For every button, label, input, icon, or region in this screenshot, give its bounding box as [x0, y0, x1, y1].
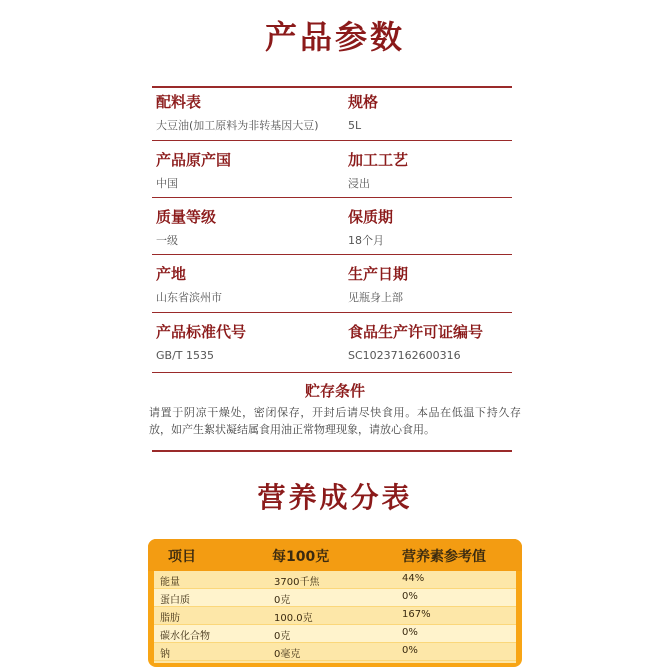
cell-per100g: 0克 — [274, 595, 291, 606]
param-label: 产地 — [156, 265, 187, 283]
param-value: GB/T 1535 — [156, 349, 214, 362]
param-grade — [156, 207, 216, 249]
cell-nrv: 0% — [402, 591, 418, 602]
param-value: 5L — [348, 119, 362, 132]
param-label: 加工工艺 — [348, 151, 409, 169]
divider — [152, 450, 512, 452]
cell-per100g: 0毫克 — [274, 649, 301, 660]
param-process — [348, 150, 408, 192]
cell-per100g: 0克 — [274, 631, 291, 642]
cell-nrv: 167% — [402, 609, 431, 620]
storage-title: 贮存条件 — [304, 382, 365, 400]
param-value: 见瓶身上部 — [348, 291, 403, 304]
cell-per100g: 3700千焦 — [274, 577, 320, 588]
page-title: 产品参数 — [264, 18, 405, 56]
nutrition-table — [148, 539, 522, 667]
param-origin-country — [156, 150, 231, 192]
param-label: 产品标准代号 — [156, 323, 247, 341]
divider — [152, 140, 512, 141]
param-ingredients — [156, 92, 319, 134]
param-label: 生产日期 — [348, 265, 409, 283]
nutrition-title: 营养成分表 — [257, 481, 413, 514]
nutrition-body — [154, 571, 516, 663]
cell-item: 能量 — [160, 577, 180, 588]
param-value: 山东省滨州市 — [156, 291, 222, 304]
divider — [152, 254, 512, 255]
param-value: SC10237162600316 — [348, 349, 461, 362]
param-value: 一级 — [156, 234, 178, 247]
param-standard-code — [156, 322, 246, 364]
param-value: 浸出 — [348, 177, 370, 190]
table-row — [154, 607, 516, 625]
param-value: 18个月 — [348, 234, 384, 247]
header-nrv: 营养素参考值 — [402, 549, 486, 565]
table-row — [154, 571, 516, 589]
table-row — [154, 625, 516, 643]
cell-item: 蛋白质 — [160, 595, 190, 606]
param-label: 配料表 — [156, 93, 202, 111]
header-item: 项目 — [168, 549, 196, 565]
cell-nrv: 44% — [402, 573, 425, 584]
cell-item: 钠 — [160, 649, 170, 660]
divider — [152, 312, 512, 313]
nutrition-header-row — [148, 539, 522, 571]
divider — [152, 86, 512, 88]
param-place — [156, 264, 222, 306]
header-per100g: 每100克 — [272, 549, 330, 565]
cell-item: 碳水化合物 — [160, 631, 210, 642]
param-label: 保质期 — [348, 208, 394, 226]
param-label: 产品原产国 — [156, 151, 232, 169]
param-spec — [348, 92, 378, 134]
table-row — [154, 643, 516, 661]
param-label: 质量等级 — [156, 208, 217, 226]
param-value: 中国 — [156, 177, 178, 190]
param-shelf-life — [348, 207, 393, 249]
cell-item: 脂肪 — [160, 613, 180, 624]
storage-text: 请置于阴凉干燥处，密闭保存，开封后请尽快食用。本品在低温下持久存放，如产生絮状凝结属食用油正常物理现象，请放心食用。 — [149, 406, 521, 436]
divider — [152, 197, 512, 198]
param-label: 食品生产许可证编号 — [348, 323, 484, 341]
param-production-date — [348, 264, 408, 306]
param-label: 规格 — [348, 93, 379, 111]
cell-nrv: 0% — [402, 645, 418, 656]
param-license-no — [348, 322, 483, 364]
divider — [152, 372, 512, 373]
table-row — [154, 589, 516, 607]
param-value: 大豆油(加工原料为非转基因大豆) — [156, 119, 319, 132]
cell-per100g: 100.0克 — [274, 613, 313, 624]
cell-nrv: 0% — [402, 627, 418, 638]
